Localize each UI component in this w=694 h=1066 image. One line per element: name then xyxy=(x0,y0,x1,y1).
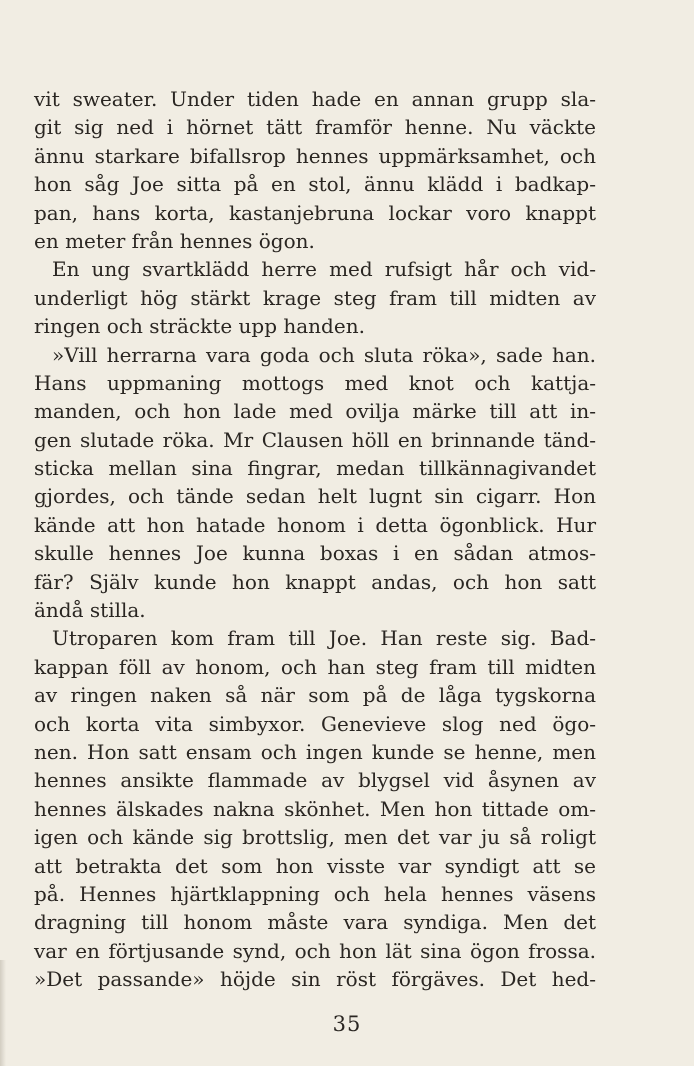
text-line: vit sweater. Under tiden hade en annan grupp sla- xyxy=(34,87,596,111)
text-line: hon såg Joe sitta på en stol, ännu klädd i badkap- xyxy=(34,172,596,197)
paragraph xyxy=(34,341,596,625)
text-line: hennes älskades nakna skönhet. Men hon tittade om- xyxy=(34,796,596,821)
text-line: En ung svartklädd herre med rufsigt hår och vid- xyxy=(52,257,596,282)
text-line: dragning till honom måste vara syndiga. Men det xyxy=(34,910,596,935)
body-text xyxy=(34,85,596,994)
text-line: ringen och sträckte upp handen. xyxy=(34,314,365,339)
text-line: pan, hans korta, kastanjebruna lockar voro knappt xyxy=(34,200,596,225)
text-line: manden, och hon lade med ovilja märke till att in- xyxy=(34,399,596,424)
text-line: skulle hennes Joe kunna boxas i en sådan atmos- xyxy=(34,541,596,566)
paragraph xyxy=(34,624,596,993)
text-line: git sig ned i hörnet tätt framför henne. Nu väckte xyxy=(34,115,596,140)
text-line: igen och kände sig brottslig, men det var ju så roligt xyxy=(34,825,596,850)
text-line: och korta vita simbyxor. Genevieve slog ned ögo- xyxy=(34,711,596,736)
text-line: nen. Hon satt ensam och ingen kunde se henne, men xyxy=(34,739,596,764)
text-line: kände att hon hatade honom i detta ögonblick. Hur xyxy=(34,512,596,537)
text-line: »Det passande» höjde sin röst förgäves. Det hed- xyxy=(34,967,596,992)
text-line: en meter från hennes ögon. xyxy=(34,228,315,253)
text-line: Hans uppmaning mottogs med knot och kattja- xyxy=(34,370,596,395)
text-line: på. Hennes hjärtklappning och hela hennes väsens xyxy=(34,881,596,906)
text-line: var en förtjusande synd, och hon lät sina ögon frossa. xyxy=(34,938,596,963)
text-line: »Vill herrarna vara goda och sluta röka», sade han. xyxy=(52,342,596,367)
page-number: 35 xyxy=(332,1012,362,1036)
text-line: hennes ansikte flammade av blygsel vid åsynen av xyxy=(34,768,596,793)
text-line: underligt hög stärkt krage steg fram till midten av xyxy=(34,285,596,310)
text-line: fär? Själv kunde hon knappt andas, och hon satt xyxy=(34,569,596,594)
text-line: kappan föll av honom, och han steg fram till midten xyxy=(34,654,596,679)
text-line: ändå stilla. xyxy=(34,598,146,623)
paragraph xyxy=(34,85,596,255)
text-line: ännu starkare bifallsrop hennes uppmärksamhet, och xyxy=(34,143,596,168)
text-line: att betrakta det som hon visste var syndigt att se xyxy=(34,853,596,878)
text-line: av ringen naken så när som på de låga tygskorna xyxy=(34,683,596,708)
text-line: sticka mellan sina fingrar, medan tillkännagivandet xyxy=(34,456,596,481)
paragraph xyxy=(34,255,596,340)
text-line: gjordes, och tände sedan helt lugnt sin cigarr. Hon xyxy=(34,484,596,509)
text-line: gen slutade röka. Mr Clausen höll en brinnande tänd- xyxy=(34,427,596,452)
text-line: Utroparen kom fram till Joe. Han reste sig. Bad- xyxy=(52,626,596,651)
